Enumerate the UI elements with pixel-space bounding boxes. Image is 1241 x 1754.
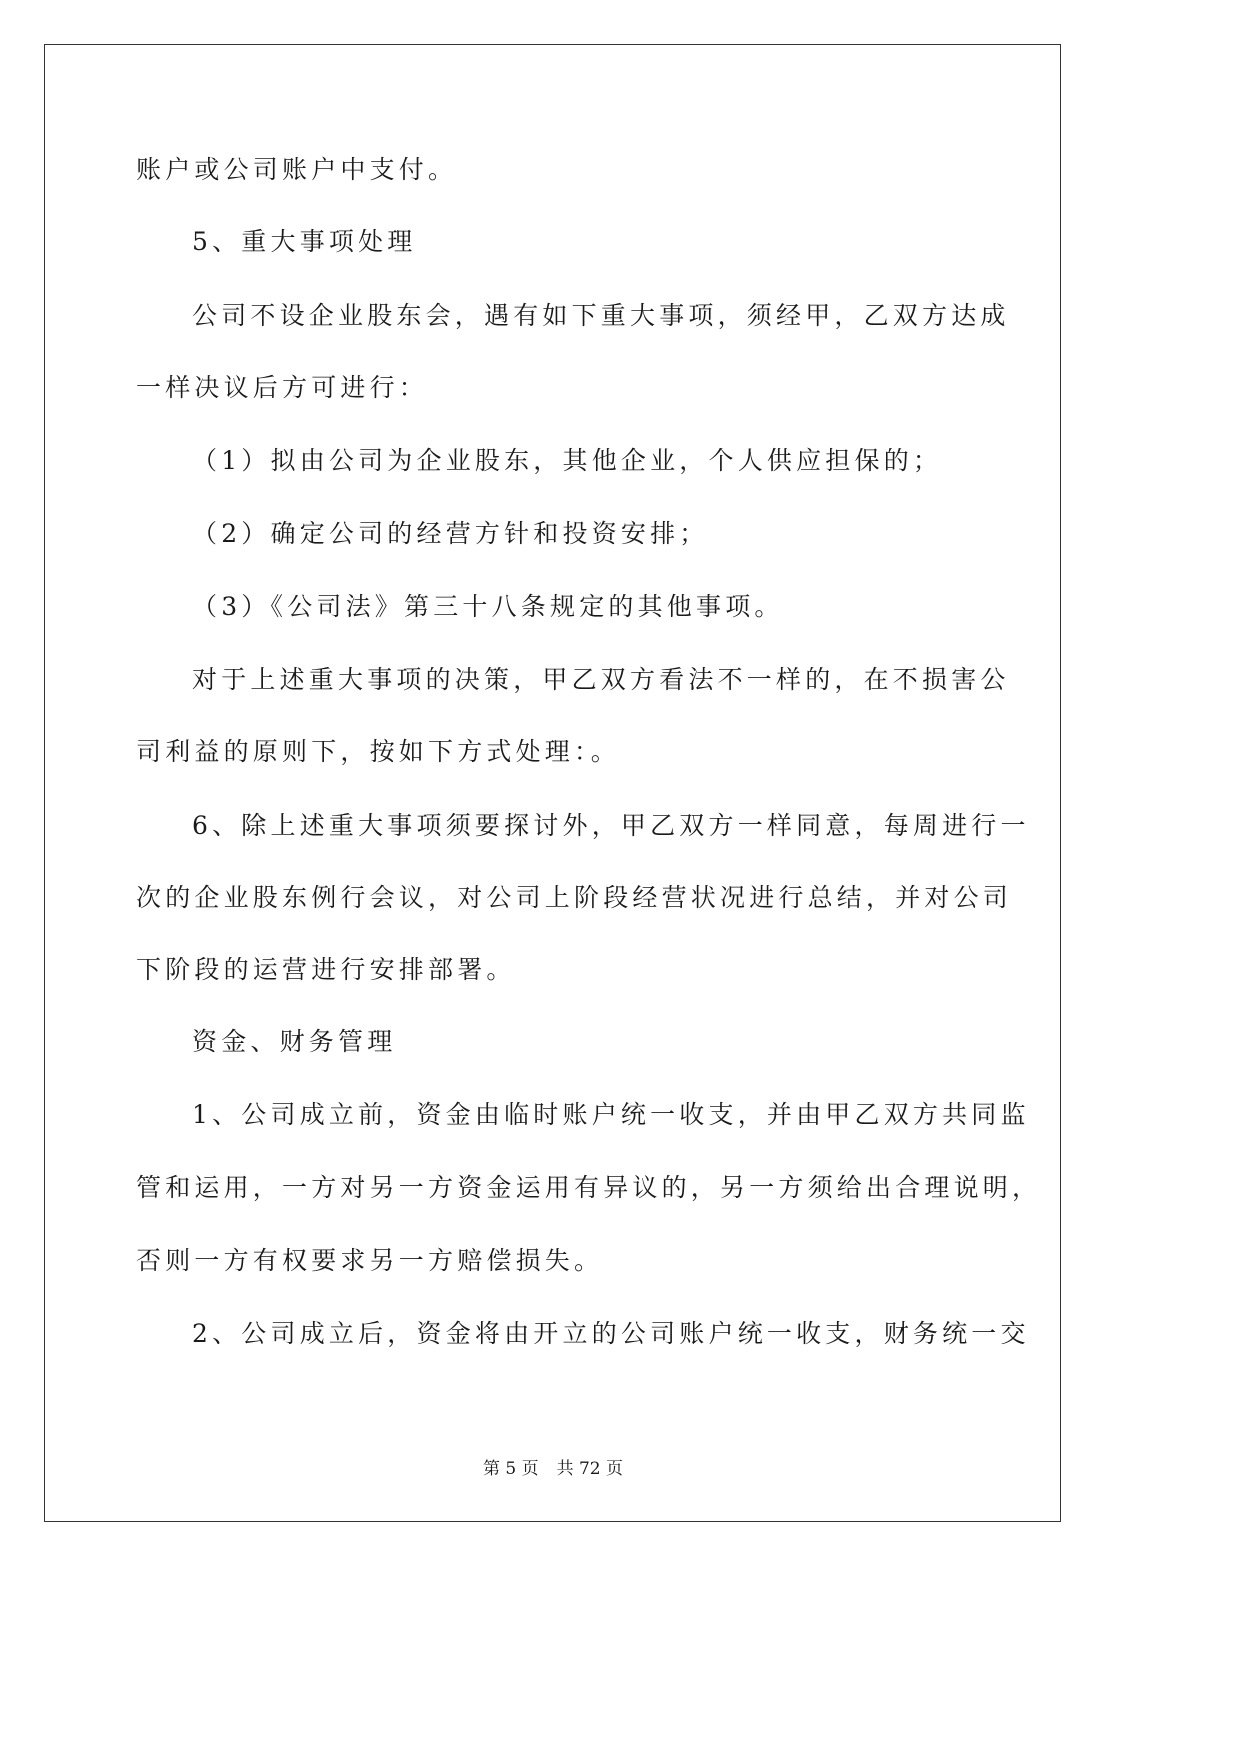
- page-total: 共 72 页: [556, 1459, 624, 1479]
- text-line: 次的企业股东例行会议，对公司上阶段经营状况进行总结，并对公司: [136, 883, 1013, 912]
- page-footer: [0, 1454, 1106, 1479]
- text-line: 1、公司成立前，资金由临时账户统一收支，并由甲乙双方共同监: [192, 1100, 1030, 1129]
- text-line: 下阶段的运营进行安排部署。: [136, 955, 516, 984]
- list-item: （3）《公司法》第三十八条规定的其他事项。: [192, 592, 784, 621]
- list-item: （1）拟由公司为企业股东，其他企业，个人供应担保的；: [192, 446, 943, 475]
- text-line: 管和运用，一方对另一方资金运用有异议的，另一方须给出合理说明，: [136, 1173, 1042, 1202]
- section-heading: 资金、财务管理: [192, 1027, 397, 1056]
- list-item: （2）确定公司的经营方针和投资安排；: [192, 519, 709, 548]
- page-number: 第 5 页: [482, 1459, 539, 1479]
- text-line: 否则一方有权要求另一方赔偿损失。: [136, 1246, 604, 1275]
- text-line: 一样决议后方可进行：: [136, 373, 429, 402]
- section-heading: 5、重大事项处理: [192, 227, 417, 256]
- text-line: 账户或公司账户中支付。: [136, 155, 458, 184]
- text-line: 司利益的原则下，按如下方式处理：。: [136, 737, 620, 766]
- text-line: 公司不设企业股东会，遇有如下重大事项，须经甲，乙双方达成: [192, 301, 1010, 330]
- page-border: [44, 44, 1061, 1522]
- text-line: 2、公司成立后，资金将由开立的公司账户统一收支，财务统一交: [192, 1319, 1030, 1348]
- text-line: 6、除上述重大事项须要探讨外，甲乙双方一样同意，每周进行一: [192, 811, 1030, 840]
- text-line: 对于上述重大事项的决策，甲乙双方看法不一样的，在不损害公: [192, 665, 1010, 694]
